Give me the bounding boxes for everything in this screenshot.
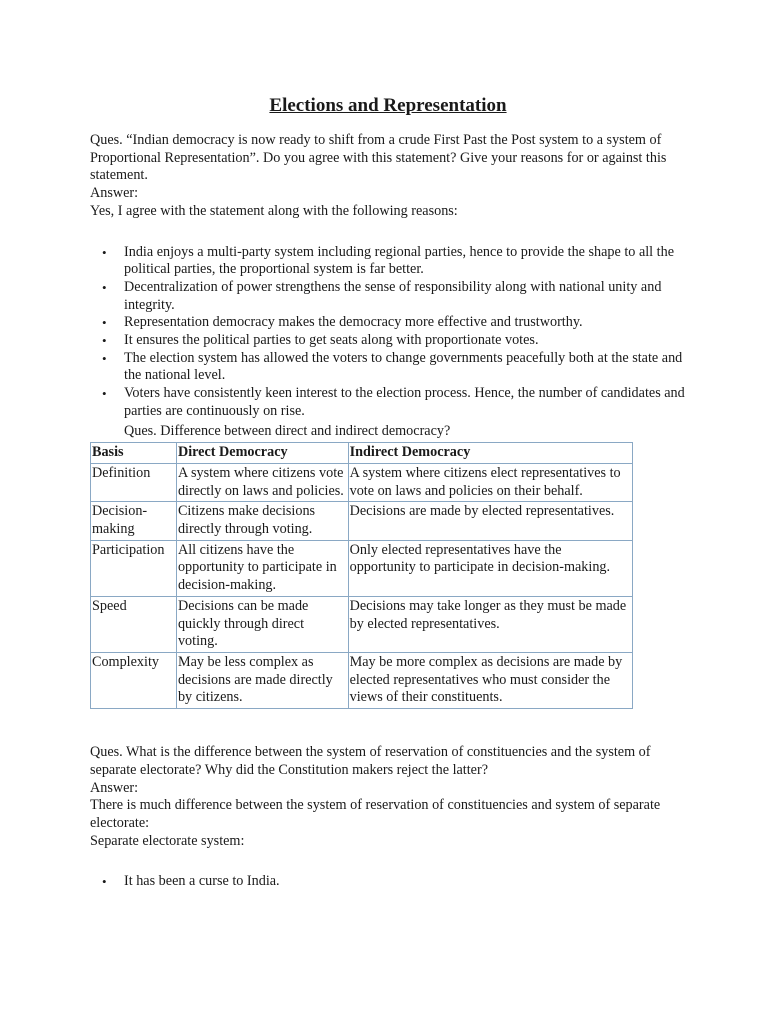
table-cell: Decision-making [91, 502, 177, 540]
table-cell: All citizens have the opportunity to participate in decision-making. [176, 540, 348, 596]
list-item: • Decentralization of power strengthens the sense of responsibility along with national unity and integrity. [124, 279, 686, 314]
table-cell: Decisions are made by elected representatives. [348, 502, 632, 540]
table-row [91, 502, 633, 540]
spacer [90, 850, 686, 873]
spacer [90, 709, 686, 744]
question-text: Ques. Difference between direct and indirect democracy? [124, 422, 451, 439]
list-item: • It ensures the political parties to get seats along with proportionate votes. [124, 332, 686, 350]
table-cell: A system where citizens vote directly on laws and policies. [176, 463, 348, 501]
table-cell: Decisions can be made quickly through direct voting. [176, 596, 348, 652]
answer-text: There is much difference between the system of reservation of constituencies and system of separate electorate: [90, 797, 661, 831]
table-row [91, 540, 633, 596]
answer-label: Answer: [90, 779, 139, 796]
column-header-basis: Basis [91, 443, 177, 464]
points-list [90, 873, 686, 891]
page-title: Elections and Representation [269, 95, 507, 116]
table-cell: Decisions may take longer as they must be made by elected representatives. [348, 596, 632, 652]
reasons-list [90, 244, 686, 421]
table-cell: Complexity [91, 652, 177, 708]
table-cell: Definition [91, 463, 177, 501]
section-separate-electorate [90, 744, 686, 891]
table-cell: May be more complex as decisions are made by elected representatives who must consider the views of their constituents. [348, 652, 632, 708]
comparison-table [90, 442, 633, 709]
spacer [90, 221, 686, 244]
answer-intro: Yes, I agree with the statement along with the following reasons: [90, 202, 458, 219]
subheading: Separate electorate system: [90, 832, 245, 849]
answer-label: Answer: [90, 185, 139, 202]
question-text: Ques. What is the difference between the system of reservation of constituencies and the system of separate electorate? Why did the Constitution makers reject the latter? [90, 744, 651, 778]
list-item: • The election system has allowed the voters to change governments peacefully both at the state and the national level. [124, 350, 686, 385]
list-item: • India enjoys a multi-party system including regional parties, hence to provide the shape to all the political parties, the proportional system is far better. [124, 244, 686, 279]
column-header-indirect: Indirect Democracy [348, 443, 632, 464]
table-cell: Citizens make decisions directly through voting. [176, 502, 348, 540]
list-item: • Representation democracy makes the democracy more effective and trustworthy. [124, 314, 686, 332]
table-row [91, 652, 633, 708]
table-row [91, 463, 633, 501]
list-item: • Voters have consistently keen interest to the election process. Hence, the number of candidates and parties are continuously on rise. [124, 385, 686, 420]
section-direct-vs-indirect [90, 423, 686, 710]
question-text: Ques. “Indian democracy is now ready to shift from a crude First Past the Post system to a system of Proportional Representation”. Do you agree with this statement? Give your reasons for or against this statement. [90, 132, 667, 184]
section-proportional-representation [90, 132, 686, 421]
table-cell: Participation [91, 540, 177, 596]
table-cell: A system where citizens elect representatives to vote on laws and policies on their behalf. [348, 463, 632, 501]
table-cell: Only elected representatives have the opportunity to participate in decision-making. [348, 540, 632, 596]
table-row [91, 596, 633, 652]
list-item: • It has been a curse to India. [124, 873, 686, 891]
table-cell: Speed [91, 596, 177, 652]
document-page [90, 94, 686, 891]
table-header-row [91, 443, 633, 464]
column-header-direct: Direct Democracy [176, 443, 348, 464]
table-cell: May be less complex as decisions are made directly by citizens. [176, 652, 348, 708]
